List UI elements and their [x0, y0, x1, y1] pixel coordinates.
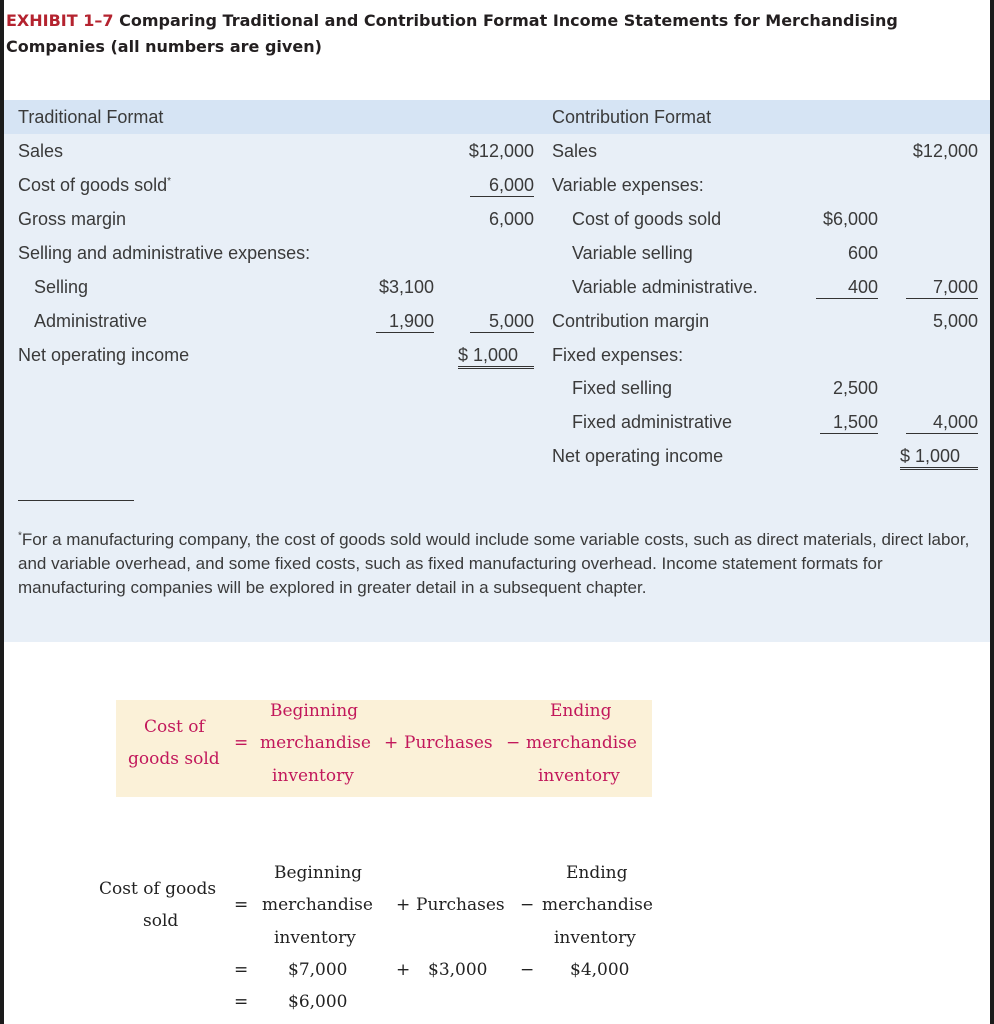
cont-cm-value: 5,000	[932, 311, 978, 331]
cont-fixed-total: 4,000	[906, 411, 978, 434]
f1-lhs-line2: goods sold	[128, 749, 220, 769]
trad-admin-label: Administrative	[34, 311, 148, 331]
f2-beg-line1: Beginning	[274, 863, 363, 883]
f2-end-line2: merchandise	[542, 895, 653, 915]
cont-vsell-label: Variable selling	[572, 243, 693, 263]
f2-beg-line2: merchandise	[262, 895, 373, 915]
f2-plus-2: +	[396, 960, 411, 980]
f2-equals-3: =	[234, 992, 249, 1012]
trad-selling-label: Selling	[34, 277, 89, 297]
f2-equals-2: =	[234, 960, 249, 980]
f2-plus: +	[396, 895, 411, 915]
contribution-heading: Contribution Format	[552, 107, 712, 127]
cont-cm-label: Contribution margin	[552, 311, 710, 331]
f1-plus: +	[384, 733, 399, 753]
f2-equals: =	[234, 895, 249, 915]
traditional-heading: Traditional Format	[18, 107, 164, 127]
footnote	[18, 528, 984, 600]
f2-purchases-value: $3,000	[428, 960, 488, 980]
cont-fixed-label: Fixed expenses:	[552, 345, 684, 365]
trad-gross-label: Gross margin	[18, 209, 127, 229]
footnote-rule	[18, 500, 134, 501]
f2-ending-value: $4,000	[570, 960, 630, 980]
trad-admin-value: 1,900	[376, 310, 434, 333]
cont-vadmin-label: Variable administrative.	[572, 277, 758, 297]
f2-end-line3: inventory	[554, 928, 636, 948]
trad-sales-label: Sales	[18, 141, 64, 161]
footnote-mark: *	[18, 530, 22, 542]
cont-sales-value: $12,000	[912, 141, 978, 161]
footnote-marker: *	[167, 176, 171, 187]
f2-minus: −	[520, 895, 535, 915]
cont-fsell-value: 2,500	[832, 378, 878, 398]
f2-lhs-line1: Cost of goods	[99, 879, 217, 899]
trad-sga-total: 5,000	[470, 310, 534, 333]
f1-end-line2: merchandise	[526, 733, 637, 753]
f2-minus-2: −	[520, 960, 535, 980]
f1-end-line1: Ending	[550, 701, 612, 721]
cont-cogs-value: $6,000	[822, 209, 878, 229]
cont-cogs-label: Cost of goods sold	[572, 209, 722, 229]
trad-sga-label: Selling and administrative expenses:	[18, 243, 311, 263]
f1-purchases: Purchases	[404, 733, 493, 753]
f2-result-value: $6,000	[288, 992, 348, 1012]
cont-variable-label: Variable expenses:	[552, 175, 704, 195]
f1-equals: =	[234, 733, 249, 753]
cont-vsell-value: 600	[847, 243, 878, 263]
page	[4, 0, 990, 1024]
exhibit-caption: Comparing Traditional and Contribution Format Income Statements for Merchandising Companies (all numbers are given)	[6, 11, 898, 56]
cont-sales-label: Sales	[552, 141, 598, 161]
exhibit-number: EXHIBIT 1–7	[6, 11, 114, 30]
f2-purchases: Purchases	[416, 895, 505, 915]
trad-sales-value: $12,000	[468, 141, 534, 161]
cont-fadmin-value: 1,500	[820, 411, 878, 434]
exhibit-title	[6, 8, 966, 60]
cont-fsell-label: Fixed selling	[572, 378, 673, 398]
f2-beg-line3: inventory	[274, 928, 356, 948]
trad-noi-label: Net operating income	[18, 345, 190, 365]
f1-lhs-line1: Cost of	[144, 717, 205, 737]
f1-beg-line3: inventory	[272, 766, 354, 786]
cont-noi-label: Net operating income	[552, 446, 724, 466]
f2-beginning-value: $7,000	[288, 960, 348, 980]
trad-gross-value: 6,000	[488, 209, 534, 229]
f1-minus: −	[506, 733, 521, 753]
cont-vadmin-value: 400	[816, 276, 878, 299]
footnote-text: For a manufacturing company, the cost of goods sold would include some variable costs, such as direct materials, direct labor, and variable overhead, and some fixed costs, such as fixed manufacturing overhead. Income statement formats for manufacturing companies will be explored in greater detail in a subsequent chapter.	[18, 530, 970, 597]
f2-end-line1: Ending	[566, 863, 628, 883]
cont-noi-value: $ 1,000	[900, 445, 978, 470]
trad-selling-value: $3,100	[378, 277, 434, 297]
cont-fadmin-label: Fixed administrative	[572, 412, 733, 432]
trad-cogs-label	[18, 174, 171, 196]
trad-cogs-value: 6,000	[470, 174, 534, 197]
f1-beg-line2: merchandise	[260, 733, 371, 753]
income-statement-panel	[4, 100, 990, 642]
f2-lhs-line2: sold	[143, 911, 179, 931]
f1-end-line3: inventory	[538, 766, 620, 786]
f1-beg-line1: Beginning	[270, 701, 359, 721]
trad-cogs-text: Cost of goods sold	[18, 175, 168, 195]
cont-var-total: 7,000	[906, 276, 978, 299]
trad-noi-value: $ 1,000	[458, 344, 534, 369]
